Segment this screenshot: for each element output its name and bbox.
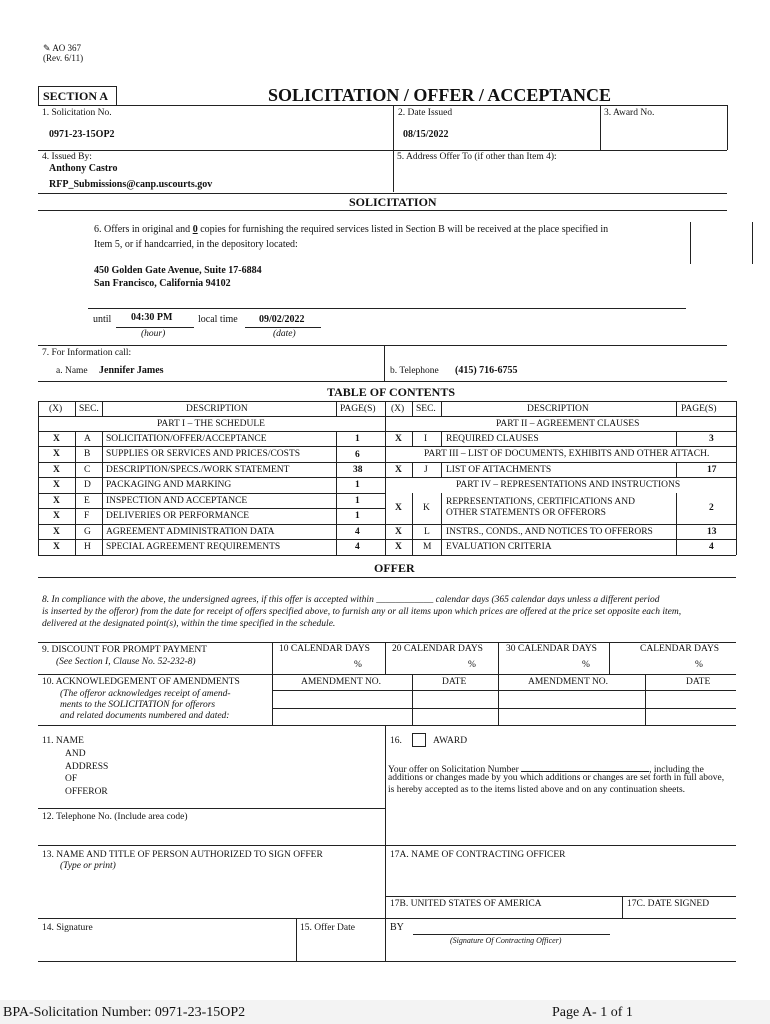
item6-line2: Item 5, or if handcarried, in the depository located: xyxy=(94,239,298,250)
toc-row-pages: 3 xyxy=(709,434,714,444)
toc-col-pages-right: PAGE(S) xyxy=(681,404,717,414)
offeror-offeror: OFFEROR xyxy=(65,787,108,797)
officer-signature-line[interactable] xyxy=(413,934,610,935)
section-label: SECTION A xyxy=(43,89,109,103)
authorized-person-note: (Type or print) xyxy=(60,861,116,871)
amendment-no-header-2: AMENDMENT NO. xyxy=(528,677,609,687)
form-revision: (Rev. 6/11) xyxy=(43,53,84,63)
toc-row-pages: 4 xyxy=(709,542,714,552)
item6-text-b: copies for furnishing the required services listed in Section B will be received at the place specified in xyxy=(197,224,609,235)
toc-row-desc: SOLICITATION/OFFER/ACCEPTANCE xyxy=(106,434,267,444)
pencil-icon: ✎ xyxy=(43,43,51,53)
toc-row-x: X xyxy=(53,480,60,490)
signature-label: 14. Signature xyxy=(42,923,93,933)
page-title: SOLICITATION / OFFER / ACCEPTANCE xyxy=(268,85,612,105)
issued-by-name: Anthony Castro xyxy=(49,163,118,174)
toc-row-x: X xyxy=(53,527,60,537)
toc-row-x: X xyxy=(53,449,60,459)
telephone-label: 12. Telephone No. (Include area code) xyxy=(42,812,188,822)
item8-line2: is inserted by the offeror) from the date for receipt of offers specified above, to furnish any or all items upon which prices are offered at the price set opposite each item, xyxy=(42,607,682,617)
discount-20-pct: % xyxy=(468,660,476,670)
toc-row-sec: G xyxy=(84,527,91,537)
toc-row-desc: EVALUATION CRITERIA xyxy=(446,542,552,552)
toc-row-pages: 1 xyxy=(355,511,360,521)
local-time-label: local time xyxy=(198,314,238,325)
deadline-time: 04:30 PM xyxy=(131,312,173,323)
toc-col-pages: PAGE(S) xyxy=(340,404,376,414)
toc-row-desc: DELIVERIES OR PERFORMANCE xyxy=(106,511,250,521)
award-no-label: 3. Award No. xyxy=(604,108,655,118)
toc-row-x: X xyxy=(53,511,60,521)
depository-address-line2: San Francisco, California 94102 xyxy=(94,278,231,289)
offer-heading: OFFER xyxy=(374,561,415,575)
toc-row-sec: M xyxy=(423,542,432,552)
toc-row-desc: PACKAGING AND MARKING xyxy=(106,480,232,490)
toc-row-x: X xyxy=(53,434,60,444)
toc-col-desc-right: DESCRIPTION xyxy=(527,404,589,414)
toc-heading: TABLE OF CONTENTS xyxy=(327,385,456,399)
toc-row-pages: 1 xyxy=(355,480,360,490)
discount-calendar-days: CALENDAR DAYS xyxy=(640,644,720,654)
date-signed-label: 17C. DATE SIGNED xyxy=(627,899,710,909)
discount-clause: (See Section I, Clause No. 52-232-8) xyxy=(56,657,196,667)
contracting-officer-label: 17A. NAME OF CONTRACTING OFFICER xyxy=(390,850,566,860)
date-issued-value: 08/15/2022 xyxy=(403,129,449,140)
toc-col-desc: DESCRIPTION xyxy=(186,404,248,414)
copies-value: 0 xyxy=(192,224,198,235)
footer-solicitation-number: BPA-Solicitation Number: 0971-23-15OP2 xyxy=(3,1005,246,1020)
amendment-date-header: DATE xyxy=(442,677,467,687)
form-number xyxy=(43,44,81,53)
toc-row-pages: 4 xyxy=(355,527,360,537)
offeror-address: ADDRESS xyxy=(65,762,109,772)
toc-part1: PART I – THE SCHEDULE xyxy=(157,419,265,429)
toc-col-x-right: (X) xyxy=(391,404,405,414)
toc-row-desc: SUPPLIES OR SERVICES AND PRICES/COSTS xyxy=(106,449,301,459)
toc-row-x: X xyxy=(53,465,60,475)
toc-row-pages: 17 xyxy=(707,465,717,475)
officer-signature-caption: (Signature Of Contracting Officer) xyxy=(450,936,562,945)
depository-address-line1: 450 Golden Gate Avenue, Suite 17-6884 xyxy=(94,265,262,276)
discount-other-pct: % xyxy=(695,660,703,670)
discount-30-days: 30 CALENDAR DAYS xyxy=(506,644,597,654)
toc-row-desc: AGREEMENT ADMINISTRATION DATA xyxy=(106,527,275,537)
toc-row-desc: INSPECTION AND ACCEPTANCE xyxy=(106,496,248,506)
form-number-text: AO 367 xyxy=(52,43,82,53)
info-call-label: 7. For Information call: xyxy=(42,348,132,358)
toc-row-desc-cont: OTHER STATEMENTS OR OFFERORS xyxy=(446,508,606,518)
toc-row-sec: F xyxy=(84,511,90,521)
ack-amendments-note2: ments to the SOLICITATION for offerors xyxy=(60,700,216,710)
ack-amendments-note3: and related documents numbered and dated: xyxy=(60,711,230,721)
toc-row-desc: LIST OF ATTACHMENTS xyxy=(446,465,552,475)
toc-row-sec: C xyxy=(84,465,91,475)
date-issued-label: 2. Date Issued xyxy=(398,108,453,118)
toc-row-pages: 38 xyxy=(353,465,363,475)
offer-date-label: 15. Offer Date xyxy=(300,923,355,933)
contact-name: Jennifer James xyxy=(99,365,164,376)
discount-20-days: 20 CALENDAR DAYS xyxy=(392,644,483,654)
date-caption: (date) xyxy=(273,329,296,339)
toc-row-desc: REQUIRED CLAUSES xyxy=(446,434,539,444)
toc-row-pages: 1 xyxy=(355,496,360,506)
issued-by-label: 4. Issued By: xyxy=(42,152,92,162)
award-text-line3: is hereby accepted as to the items listed above and on any continuation sheets. xyxy=(388,785,686,795)
award-checkbox[interactable] xyxy=(412,733,426,747)
item8-line3: delivered at the designated point(s), within the time specified in the schedule. xyxy=(42,619,336,629)
toc-row-sec: H xyxy=(84,542,91,552)
discount-10-pct: % xyxy=(354,660,362,670)
toc-part3: PART III – LIST OF DOCUMENTS, EXHIBITS AND OTHER ATTACH. xyxy=(424,449,710,459)
toc-part2: PART II – AGREEMENT CLAUSES xyxy=(496,419,640,429)
toc-row-x: X xyxy=(395,542,402,552)
hour-caption: (hour) xyxy=(141,329,166,339)
solicitation-no-value: 0971-23-15OP2 xyxy=(49,129,115,140)
toc-col-sec-right: SEC. xyxy=(416,404,436,414)
item6-line1 xyxy=(94,225,608,235)
toc-row-pages: 1 xyxy=(355,434,360,444)
usa-label: 17B. UNITED STATES OF AMERICA xyxy=(390,899,542,909)
solicitation-heading: SOLICITATION xyxy=(349,195,437,209)
item8-line1: 8. In compliance with the above, the undersigned agrees, if this offer is accepted within ____________ calendar days (365 calendar days unless a different period xyxy=(42,595,660,605)
amendment-no-header: AMENDMENT NO. xyxy=(301,677,382,687)
offeror-name-label: 11. NAME xyxy=(42,736,84,746)
toc-row-sec: I xyxy=(424,434,428,444)
discount-label: 9. DISCOUNT FOR PROMPT PAYMENT xyxy=(42,645,207,655)
offeror-and: AND xyxy=(65,749,86,759)
toc-col-x: (X) xyxy=(49,404,63,414)
until-label: until xyxy=(93,314,112,325)
toc-row-sec: B xyxy=(84,449,91,459)
discount-30-pct: % xyxy=(582,660,590,670)
toc-row-desc: DESCRIPTION/SPECS./WORK STATEMENT xyxy=(106,465,290,475)
toc-part4: PART IV – REPRESENTATIONS AND INSTRUCTIONS xyxy=(456,480,681,490)
item6-text-a: 6. Offers in original and xyxy=(94,224,193,235)
toc-row-sec: E xyxy=(84,496,90,506)
toc-col-sec: SEC. xyxy=(79,404,99,414)
ack-amendments-label: 10. ACKNOWLEDGEMENT OF AMENDMENTS xyxy=(42,677,240,687)
contact-name-label: a. Name xyxy=(56,366,88,376)
toc-row-x: X xyxy=(53,542,60,552)
address-offer-label: 5. Address Offer To (if other than Item 4): xyxy=(397,152,557,162)
by-label: BY xyxy=(390,922,404,933)
authorized-person-label: 13. NAME AND TITLE OF PERSON AUTHORIZED TO SIGN OFFER xyxy=(42,850,323,860)
toc-row-desc: REPRESENTATIONS, CERTIFICATIONS AND xyxy=(446,497,635,507)
toc-row-pages: 4 xyxy=(355,542,360,552)
toc-row-sec: L xyxy=(424,527,430,537)
contact-phone: (415) 716-6755 xyxy=(455,365,518,376)
toc-row-x: X xyxy=(395,503,402,513)
award-number: 16. xyxy=(390,736,402,746)
amendment-date-header-2: DATE xyxy=(686,677,711,687)
toc-row-x: X xyxy=(395,434,402,444)
toc-row-sec: A xyxy=(84,434,91,444)
toc-row-x: X xyxy=(395,527,402,537)
solicitation-no-label: 1. Solicitation No. xyxy=(42,108,112,118)
ack-amendments-note1: (The offeror acknowledges receipt of amend- xyxy=(60,689,231,699)
toc-row-x: X xyxy=(53,496,60,506)
footer-page-number: Page A- 1 of 1 xyxy=(552,1005,633,1020)
toc-row-desc: INSTRS., CONDS., AND NOTICES TO OFFERORS xyxy=(446,527,653,537)
toc-row-pages: 2 xyxy=(709,503,714,513)
award-text-line2: additions or changes made by you which additions or changes are set forth in full above, xyxy=(388,773,725,783)
toc-row-sec: J xyxy=(424,465,428,475)
award-text-line1b: , including the xyxy=(649,765,704,775)
award-solicitation-number-blank[interactable] xyxy=(521,762,649,772)
toc-row-sec: K xyxy=(423,503,430,513)
award-label: AWARD xyxy=(433,736,468,746)
toc-row-x: X xyxy=(395,465,402,475)
discount-10-days: 10 CALENDAR DAYS xyxy=(279,644,370,654)
award-text-line1a: Your offer on Solicitation Number xyxy=(388,765,522,775)
offeror-of: OF xyxy=(65,774,78,784)
deadline-date: 09/02/2022 xyxy=(259,314,305,325)
issued-by-email: RFP_Submissions@canp.uscourts.gov xyxy=(49,179,213,190)
toc-row-desc: SPECIAL AGREEMENT REQUIREMENTS xyxy=(106,542,281,552)
toc-row-pages: 6 xyxy=(355,450,360,460)
toc-row-sec: D xyxy=(84,480,91,490)
contact-phone-label: b. Telephone xyxy=(390,366,439,376)
toc-row-pages: 13 xyxy=(707,527,717,537)
